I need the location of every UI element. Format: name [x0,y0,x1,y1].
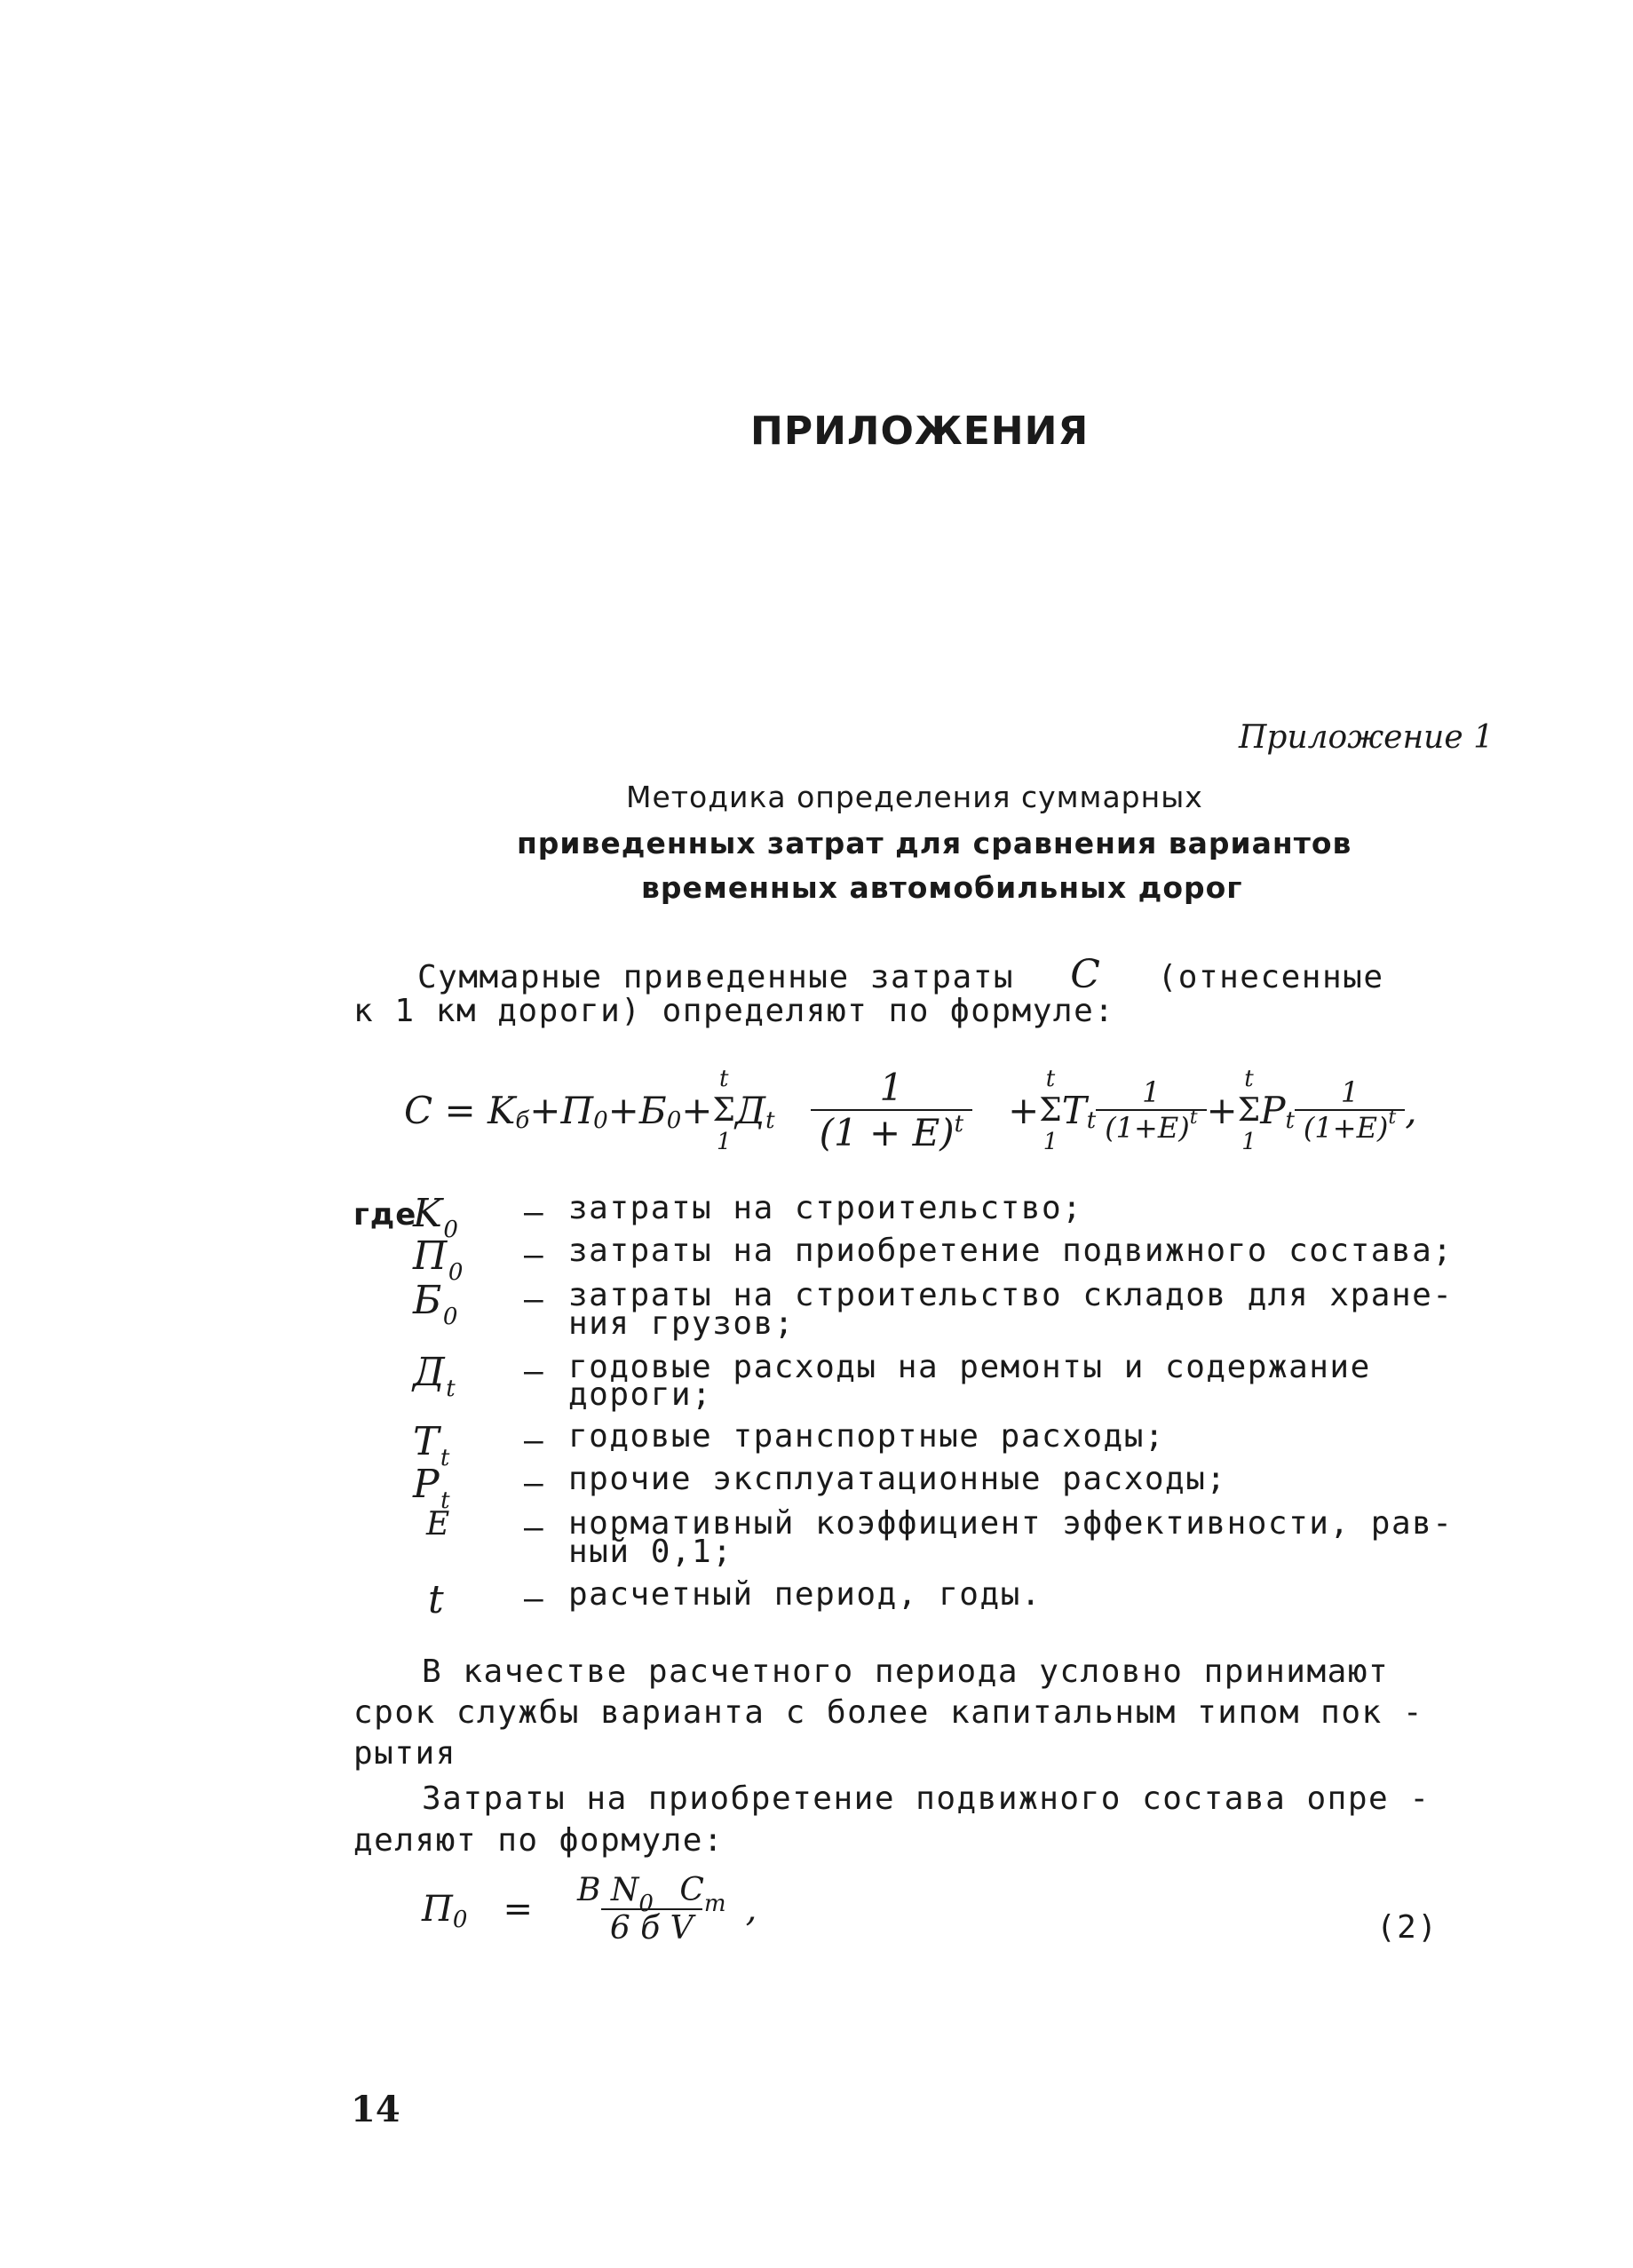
fraction-1-num: 1 [879,1066,904,1109]
page-number: 14 [351,2089,400,2130]
sum-top: t [1045,1065,1056,1092]
def-dash: – [524,1353,545,1390]
formula-d: Д [734,1088,766,1132]
sum-sign-2 [1039,1066,1061,1155]
def-text: затраты на строительство складов для хране- [568,1277,1454,1313]
def-symbol: $Б_0$ [413,1278,459,1330]
fraction-3 [1295,1075,1405,1145]
equals: = [503,1889,533,1930]
fraction-1 [811,1066,973,1154]
sigma-symbol: Σ [1039,1091,1062,1129]
def-symbol: $Д_t$ [413,1350,457,1402]
fraction-3-den-pow: t [1388,1106,1397,1129]
sigma-symbol: Σ [1237,1091,1261,1129]
fraction-2-num: 1 [1142,1075,1161,1109]
sum-bottom: 1 [1042,1128,1058,1155]
formula2-num: B $N_0$ $C_m$ [576,1872,726,1917]
section-title-line-1: Методика определения суммарных [626,780,1203,814]
fraction-1-den-pow: t [954,1111,964,1138]
section-title-line-2: приведенных затрат для сравнения вариантов [517,826,1352,860]
para3-line-2: деляют по формуле: [353,1822,725,1859]
section-title-line-3: временных автомобильных дорог [641,870,1243,905]
def-dash: – [524,1465,545,1502]
plus: + [1206,1088,1238,1132]
intro-symbol-c: C [1070,952,1102,997]
where-label: где [353,1197,417,1233]
formula-b: Б [638,1088,667,1132]
plus: + [681,1088,713,1132]
formula-d-sub: t [765,1107,775,1134]
fraction-2-den [1096,1106,1206,1145]
intro-text-b: (отнесенные [1157,959,1384,995]
sum-sign-3 [1238,1066,1260,1155]
para3-line-1: Затраты на приобретение подвижного состава опре - [422,1780,1431,1817]
def-symbol: $П_0$ [413,1233,464,1286]
def-text: расчетный период, годы. [568,1576,1042,1613]
fraction-2 [1096,1075,1206,1145]
comma: , [1405,1088,1417,1132]
def-text: годовые транспортные расходы; [568,1418,1166,1455]
fraction-3-den [1295,1106,1405,1145]
plus: + [1008,1088,1040,1132]
def-symbol: $T_t$ [413,1419,451,1471]
def-text: прочие эксплуатационные расходы; [568,1461,1227,1497]
def-dash: – [524,1581,545,1617]
def-dash: – [524,1194,545,1231]
appendix-label: Приложение 1 [1239,719,1494,756]
fraction-3-den-base: (1+E) [1303,1111,1389,1145]
plus: + [529,1088,561,1132]
intro-line-2: к 1 км дороги) определяют по формуле: [353,993,1115,1029]
formula-r: P [1260,1088,1286,1132]
def-text: нормативный коэффициент эффективности, рав- [568,1505,1454,1542]
def-symbol: t [428,1577,446,1622]
def-dash: – [524,1510,545,1546]
sigma-symbol: Σ [712,1091,735,1129]
sum-bottom: 1 [1241,1128,1256,1155]
def-symbol: $K_0$ [413,1191,460,1243]
def-dash: – [524,1281,545,1318]
formula-r-sub: t [1285,1107,1295,1134]
comma: , [745,1889,757,1930]
def-text: затраты на строительство; [568,1190,1083,1226]
def-dash: – [524,1423,545,1459]
formula-rolling-stock [422,1860,757,1958]
sum-top: t [1244,1065,1254,1092]
def-text: годовые расходы на ремонты и содержание [568,1349,1371,1385]
intro-line-1 [417,952,1384,997]
formula-t: T [1061,1088,1087,1132]
def-text: затраты на приобретение подвижного состава; [568,1233,1454,1269]
fraction-2-den-pow: t [1189,1106,1198,1129]
page-heading: ПРИЛОЖЕНИЯ [750,408,1090,454]
def-symbol: E [426,1506,451,1542]
def-dash: – [524,1237,545,1273]
para2-line-2: срок службы варианта с более капитальным типом пок - [353,1694,1424,1731]
def-text-continued: ния грузов; [568,1305,795,1342]
formula-t-sub: t [1086,1107,1097,1134]
fraction-3-num: 1 [1340,1075,1360,1109]
formula2-fraction [568,1872,735,1947]
plus: + [607,1088,639,1132]
def-text-continued: дороги; [568,1376,713,1413]
fraction-1-den-base: (1 + E) [819,1111,955,1154]
formula2-lhs-sub: 0 [452,1907,468,1933]
formula2-lhs: П [422,1889,453,1930]
formula-p: П [560,1088,594,1132]
formula-total-cost [404,1052,1417,1168]
para2-line-3: рытия [353,1735,456,1772]
formula-lhs: C = K [404,1088,516,1132]
para2-line-1: В качестве расчетного периода условно принимают [422,1653,1390,1690]
fraction-2-den-base: (1+E) [1105,1111,1190,1145]
sum-top: t [719,1065,729,1092]
sum-sign-1 [713,1066,735,1155]
fraction-1-den [811,1109,973,1154]
formula2-den: 6 б V [601,1908,702,1947]
sum-bottom: 1 [716,1128,732,1155]
formula-b-sub: 0 [666,1107,682,1134]
intro-text-a: Суммарные приведенные затраты [417,959,1015,995]
formula-p-sub: 0 [593,1107,608,1134]
formula2-number: (2) [1376,1909,1439,1946]
def-text-continued: ный 0,1; [568,1534,733,1570]
formula-k-sub: б [515,1107,530,1134]
def-symbol: $P_t$ [413,1462,452,1514]
